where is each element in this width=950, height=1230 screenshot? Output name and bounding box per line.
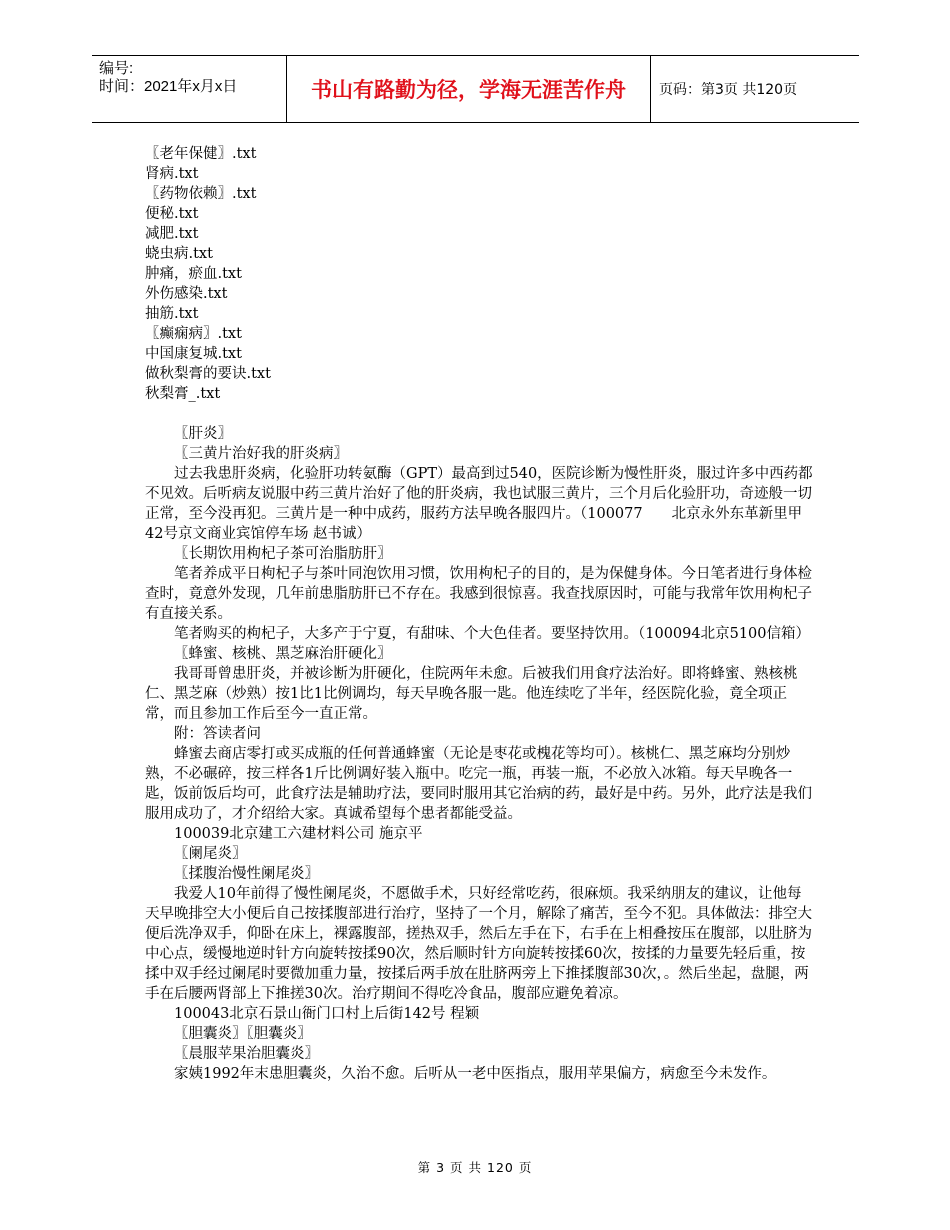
author-line: 100043北京石景山衙门口村上后街142号 程颖 [174,1006,480,1022]
paragraph: 我哥哥曾患肝炎，并被诊断为肝硬化，住院两年未愈。后被我们用食疗法治好。即将蜂蜜、熟核桃仁、黑芝麻（炒熟）按1比1比例调均，每天早晚各服一匙。他连续吃了半年，经医院化验，竟全项正常，而且参加工作后至今一直正常。 [145,666,798,722]
list-item: 〖癫痫病〗.txt [145,326,242,342]
article [145,424,815,1084]
list-item: 抽筋.txt [145,306,199,322]
paragraph: 我爱人10年前得了慢性阑尾炎，不愿做手术，只好经常吃药，很麻烦。我采纳朋友的建议，让他每天早晚排空大小便后自己按揉腹部进行治疗，坚持了一个月，解除了痛苦，至今不犯。具体做法：排空大便后洗净双手，仰卧在床上，裸露腹部，搓热双手，然后左手在下，右手在上相叠按压在腹部，以肚脐为中心点，缓慢地逆时针方向旋转按揉90次，然后顺时针方向旋转按揉60次，按揉的力量要先轻后重，按揉中双手经过阑尾时要微加重力量，按揉后两手放在肚脐两旁上下推揉腹部30次，。然后坐起，盘腿，两手在后腰两肾部上下推搓30次。治疗期间不得吃冷食品，腹部应避免着凉。 [145,886,812,1002]
list-item: 〖老年保健〗.txt [145,146,257,162]
article-title: 〖蜂蜜、核桃、黑芝麻治肝硬化〗 [174,646,392,662]
article-title: 〖长期饮用枸杞子茶可治脂肪肝〗 [174,546,392,562]
paragraph: 笔者养成平日枸杞子与茶叶同泡饮用习惯，饮用枸杞子的目的，是为保健身体。今日笔者进行身体检查时，竟意外发现，几年前患脂肪肝已不存在。我感到很惊喜。我查找原因时，可能与我常年饮用枸杞子有直接关系。 [145,566,812,622]
author-line: 100039北京建工六建材料公司 施京平 [174,826,423,842]
list-item: 肿痛，瘀血.txt [145,266,242,282]
list-item: 便秘.txt [145,206,199,222]
page-footer: 第 3 页 共 120 页 [417,1160,533,1175]
list-item: 减肥.txt [145,226,199,242]
article-title: 〖揉腹治慢性阑尾炎〗 [174,866,319,882]
list-item: 秋梨膏_.txt [145,386,221,402]
section-heading: 〖阑尾炎〗 [174,846,247,862]
list-item: 〖药物依赖〗.txt [145,186,257,202]
list-item: 外伤感染.txt [145,286,228,302]
number-label: 编号: [99,60,134,77]
list-item: 肾病.txt [145,166,199,182]
header-motto: 书山有路勤为径，学海无涯苦作舟 [287,56,651,122]
paragraph: 过去我患肝炎病，化验肝功转氨酶（GPT）最高到过540，医院诊断为慢性肝炎，服过许多中西药都不见效。后听病友说服中药三黄片治好了他的肝炎病，我也试服三黄片，三个月后化验肝功，奇迹般一切正常，至今没再犯。三黄片是一种中成药，服药方法早晚各服四片。（100077 北京永外东革新里甲42号京文商业宾馆停车场 赵书诚） [145,466,813,542]
page-header [92,55,859,123]
list-item: 做秋梨膏的要诀.txt [145,366,271,382]
paragraph: 蜂蜜去商店零打或买成瓶的任何普通蜂蜜（无论是枣花或槐花等均可）。核桃仁、黑芝麻均分别炒熟，不必碾碎，按三样各1斤比例调好装入瓶中。吃完一瓶，再装一瓶，不必放入冰箱。每天早晚各一匙，饭前饭后均可，此食疗法是辅助疗法，要同时服用其它治病的药，最好是中药。另外，此疗法是我们服用成功了，才介绍给大家。真诚希望每个患者都能受益。 [145,746,812,822]
document-body [145,144,815,1084]
paragraph: 家姨1992年末患胆囊炎，久治不愈。后听从一老中医指点，服用苹果偏方，病愈至今未发作。 [174,1066,777,1082]
header-meta [92,56,287,122]
section-heading: 〖胆囊炎〗〖胆囊炎〗 [174,1026,312,1042]
list-item: 中国康复城.txt [145,346,242,362]
article-title: 〖三黄片治好我的肝炎病〗 [174,446,348,462]
section-heading: 〖肝炎〗 [174,426,232,442]
paragraph: 笔者购买的枸杞子，大多产于宁夏，有甜味、个大色佳者。要坚持饮用。（100094北京5100信箱） [174,626,810,642]
paragraph: 附：答读者问 [174,726,261,742]
header-page-info: 页码：第3页 共120页 [659,82,798,98]
file-list [145,144,815,404]
article-title: 〖晨服苹果治胆囊炎〗 [174,1046,319,1062]
list-item: 蛲虫病.txt [145,246,213,262]
time-label: 时间：2021年x月x日 [99,78,238,95]
